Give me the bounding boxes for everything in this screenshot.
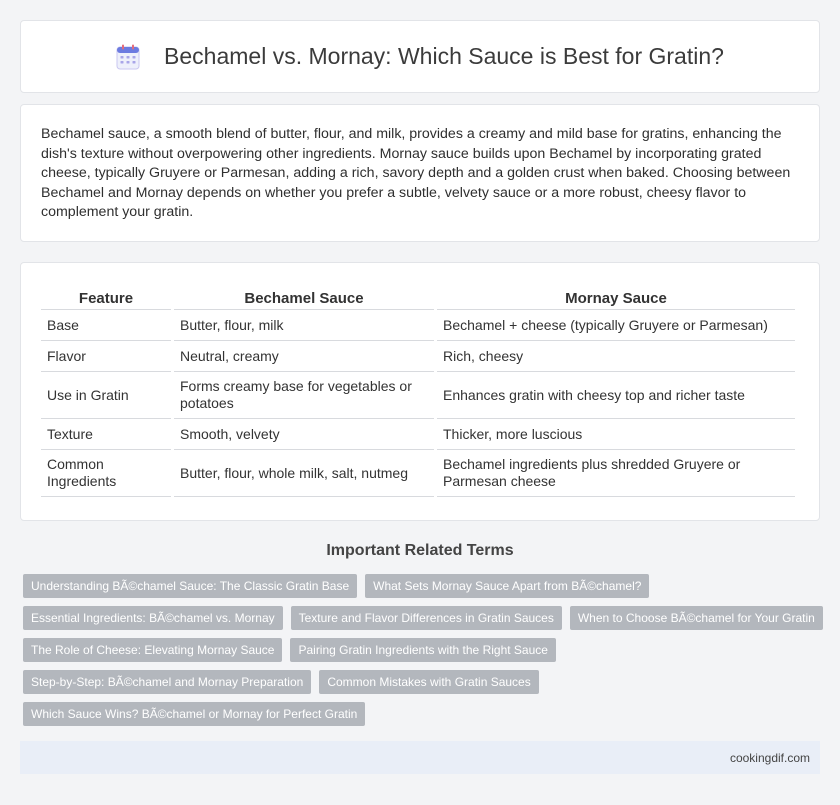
header-bechamel: Bechamel Sauce [174,283,434,310]
table-row [41,419,795,450]
table-row [41,450,795,497]
footer [20,741,820,774]
table-cell: Flavor [41,341,171,372]
related-term-tag[interactable]: Understanding BÃ©chamel Sauce: The Classic Gratin Base [23,574,357,598]
related-terms-title: Important Related Terms [326,542,514,559]
related-term-tag[interactable]: Texture and Flavor Differences in Gratin Sauces [291,606,562,630]
page-title-text: Bechamel vs. Mornay: Which Sauce is Best for Gratin? [164,43,724,69]
table-cell: Forms creamy base for vegetables or potatoes [174,372,434,419]
header-card [20,20,820,93]
table-cell: Smooth, velvety [174,419,434,450]
table-cell: Use in Gratin [41,372,171,419]
header-feature: Feature [41,283,171,310]
intro-card [20,104,820,242]
table-row [41,310,795,341]
table-row [41,372,795,419]
related-term-tag[interactable]: What Sets Mornay Sauce Apart from BÃ©chamel? [365,574,649,598]
related-term-tag[interactable]: When to Choose BÃ©chamel for Your Gratin [570,606,823,630]
table-cell: Rich, cheesy [437,341,795,372]
related-term-tag[interactable]: Pairing Gratin Ingredients with the Right Sauce [290,638,555,662]
related-term-tag[interactable]: Which Sauce Wins? BÃ©chamel or Mornay for Perfect Gratin [23,702,365,726]
table-cell: Common Ingredients [41,450,171,497]
table-cell: Bechamel + cheese (typically Gruyere or Parmesan) [437,310,795,341]
intro-paragraph: Bechamel sauce, a smooth blend of butter, flour, and milk, provides a creamy and mild base for gratins, enhancing the dish's texture without overpowering other ingredients. Mornay sauce builds upon Bechamel by incorporating grated cheese, typically Gruyere or Parmesan, adding a rich, savory depth and a golden crust when baked. Choosing between Bechamel and Mornay depends on whether you prefer a subtle, velvety sauce or a more robust, cheesy flavor to complement your gratin. [41,126,791,221]
table-cell: Butter, flour, milk [174,310,434,341]
table-header-row [41,283,795,310]
calendar-icon [116,44,140,70]
table-cell: Neutral, creamy [174,341,434,372]
page-title [116,43,724,70]
comparison-table [38,283,798,497]
table-cell: Thicker, more luscious [437,419,795,450]
table-cell: Butter, flour, whole milk, salt, nutmeg [174,450,434,497]
table-cell: Base [41,310,171,341]
related-term-tag[interactable]: The Role of Cheese: Elevating Mornay Sauce [23,638,282,662]
header-mornay: Mornay Sauce [437,283,795,310]
comparison-table-card [20,262,820,521]
footer-site-name: cookingdif.com [729,750,810,765]
related-term-tag[interactable]: Common Mistakes with Gratin Sauces [319,670,538,694]
table-cell: Texture [41,419,171,450]
table-row [41,341,795,372]
related-term-tag[interactable]: Step-by-Step: BÃ©chamel and Mornay Preparation [23,670,311,694]
table-cell: Bechamel ingredients plus shredded Gruyere or Parmesan cheese [437,450,795,497]
related-term-tag[interactable]: Essential Ingredients: BÃ©chamel vs. Mornay [23,606,283,630]
table-cell: Enhances gratin with cheesy top and richer taste [437,372,795,419]
related-terms-list [23,574,823,734]
